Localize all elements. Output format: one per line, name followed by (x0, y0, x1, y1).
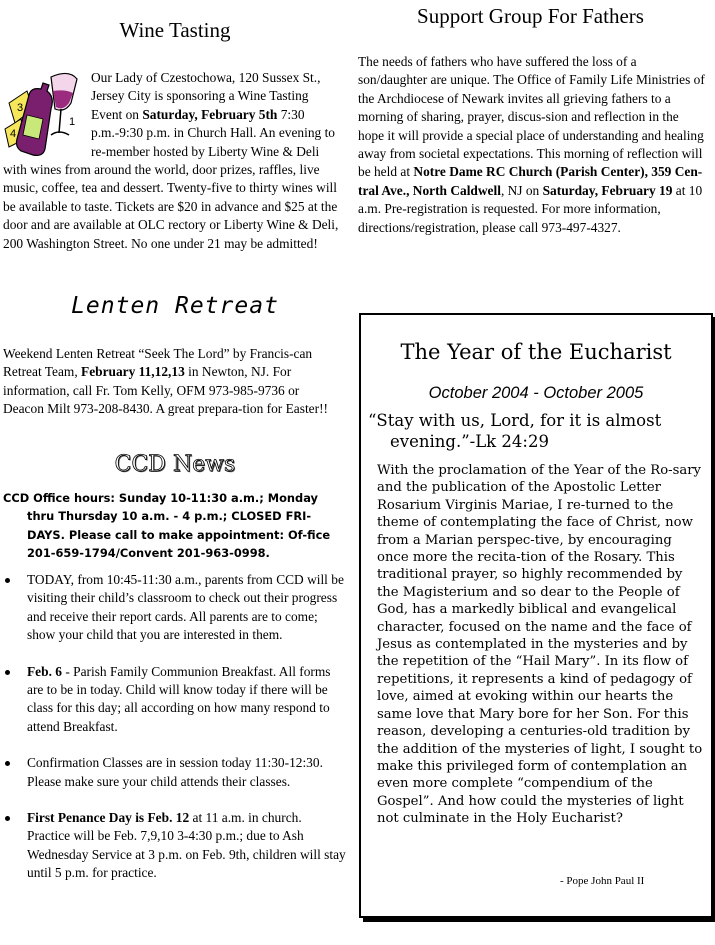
support-text-1: The needs of fathers who have suffered the loss of a son/daughter are unique. The Office of Family Life Ministries of the Archdiocese of Newark invites all grieving fathers to a morning of sharing, prayer, discus-sion and reflection in the hope it will provide a special place of understanding and healing away from societal expectations. This morning of reflection will be held at (358, 54, 705, 180)
list-item: Feb. 6 - Parish Family Communion Breakfast. All forms are to be in today. Child will know today if there will be class for this day; all according on how many respond to attend Breakfast. (3, 663, 346, 737)
bullet-icon (5, 816, 10, 821)
ccd-news-title: CCD News (114, 452, 236, 477)
eucharist-signature: - Pope John Paul II (560, 875, 645, 887)
wine-tasting-title: Wine Tasting (119, 18, 231, 42)
ccd-hours-rest: thru Thursday 10 a.m. - 4 p.m.; CLOSED FRI-DAYS. Please call to make appointment: Of-fice 201-659-1794/Convent 201-963-0998. (27, 509, 331, 561)
lenten-text-1: Weekend Lenten Retreat “Seek The Lord” by Francis-can Retreat Team, (3, 346, 313, 380)
support-group-article (358, 53, 708, 237)
lenten-dates: February 11,12,13 (81, 364, 185, 380)
eucharist-dates: October 2004 - October 2005 (428, 384, 644, 402)
svg-text:4: 4 (10, 128, 17, 140)
support-text-2: , NJ on (500, 182, 543, 198)
list-item: First Penance Day is Feb. 12 at 11 a.m. in church. Practice will be Feb. 7,9,10 3-4:30 p.m.; due to Ash Wednesday Service at 3 p.m. on Feb. 9th, children will stay until 5 p.m. for practice. (3, 809, 346, 883)
svg-text:1: 1 (69, 116, 76, 128)
support-location: Notre Dame RC Church (Parish Center), 359 Cen-tral Ave., North Caldwell (358, 164, 703, 198)
wine-text-2: 7:30 p.m.-9:30 p.m. in Church Hall. An evening to re-member hosted by Liberty Wine & Deli with wines from around the world, door prizes, raffles, live music, coffee, tea and dessert. Twenty-five to thirty wines will be available to taste. Tickets are $20 in advance and $25 at the door and are available at OLC rectory or Liberty Wine & Deli, 200 Washington Street. No one under 21 may be admitted! (3, 106, 339, 251)
wine-bottle-and-glass-icon (3, 69, 85, 161)
ccd-news-list (3, 571, 346, 901)
bullet-icon (5, 761, 10, 766)
lenten-retreat-article (3, 345, 343, 419)
bullet-icon (5, 578, 10, 583)
wine-text-1: Our Lady of Czestochowa, 120 Sussex St., Jersey City is sponsoring a Wine Tasting Event on (91, 70, 321, 122)
eucharist-body: With the proclamation of the Year of the Ro-sary and the publication of the Apostolic Letter Rosarium Virginis Mariae, I re-turned to the theme of contemplating the face of Christ, now from a Marian perspec-tive, by encouraging once more the recita-tion of the Rosary. This traditional prayer, so highly recommended by the Magisterium and so dear to the People of God, has a markedly biblical and evangelical character, focused on the name and the face of Jesus as contemplated in the mysteries and by the repetition of the “Hail Mary”. In its flow of repetitions, it represents a kind of pedagogy of love, aimed at evoking within our hearts the same love that Mary bore for her Son. For this reason, developing a centuries-old tradition by the addition of the mysteries of light, I sought to make this privileged form of contemplation an even more complete “compendium of the Gospel”. And how could the mysteries of light not culminate in the Holy Eucharist? (377, 463, 703, 827)
svg-text:3: 3 (17, 102, 24, 114)
bullet-icon (5, 670, 10, 675)
list-item: TODAY, from 10:45-11:30 a.m., parents from CCD will be visiting their child’s classroom to check out their progress and receive their report cards. All parents are to come; show your child that you are interested in them. (3, 571, 346, 645)
support-text-3: at 10 a.m. Pre-registration is requested. For more information, directions/registration, please call 973-497-4327. (358, 182, 703, 235)
eucharist-title: The Year of the Eucharist (400, 340, 672, 364)
eucharist-quote: “Stay with us, Lord, for it is almost evening.”-Lk 24:29 (368, 411, 662, 451)
support-date: Saturday, February 19 (542, 182, 673, 198)
support-group-title: Support Group For Fathers (417, 4, 644, 28)
wine-tasting-article (3, 69, 343, 253)
wine-event-date: Saturday, February 5th (142, 106, 278, 122)
ccd-office-hours (3, 489, 347, 563)
list-item: Confirmation Classes are in session today 11:30-12:30. Please make sure your child attends their classes. (3, 754, 346, 791)
lenten-retreat-title: Lenten Retreat (71, 293, 279, 319)
lenten-text-2: in Newton, NJ. For information, call Fr. Tom Kelly, OFM 973-985-9736 or Deacon Milt 973-208-8430. A great prepara-tion for Easter!! (3, 364, 328, 417)
ccd-hours-line-1: CCD Office hours: Sunday 10-11:30 a.m.; Monday (3, 491, 318, 505)
